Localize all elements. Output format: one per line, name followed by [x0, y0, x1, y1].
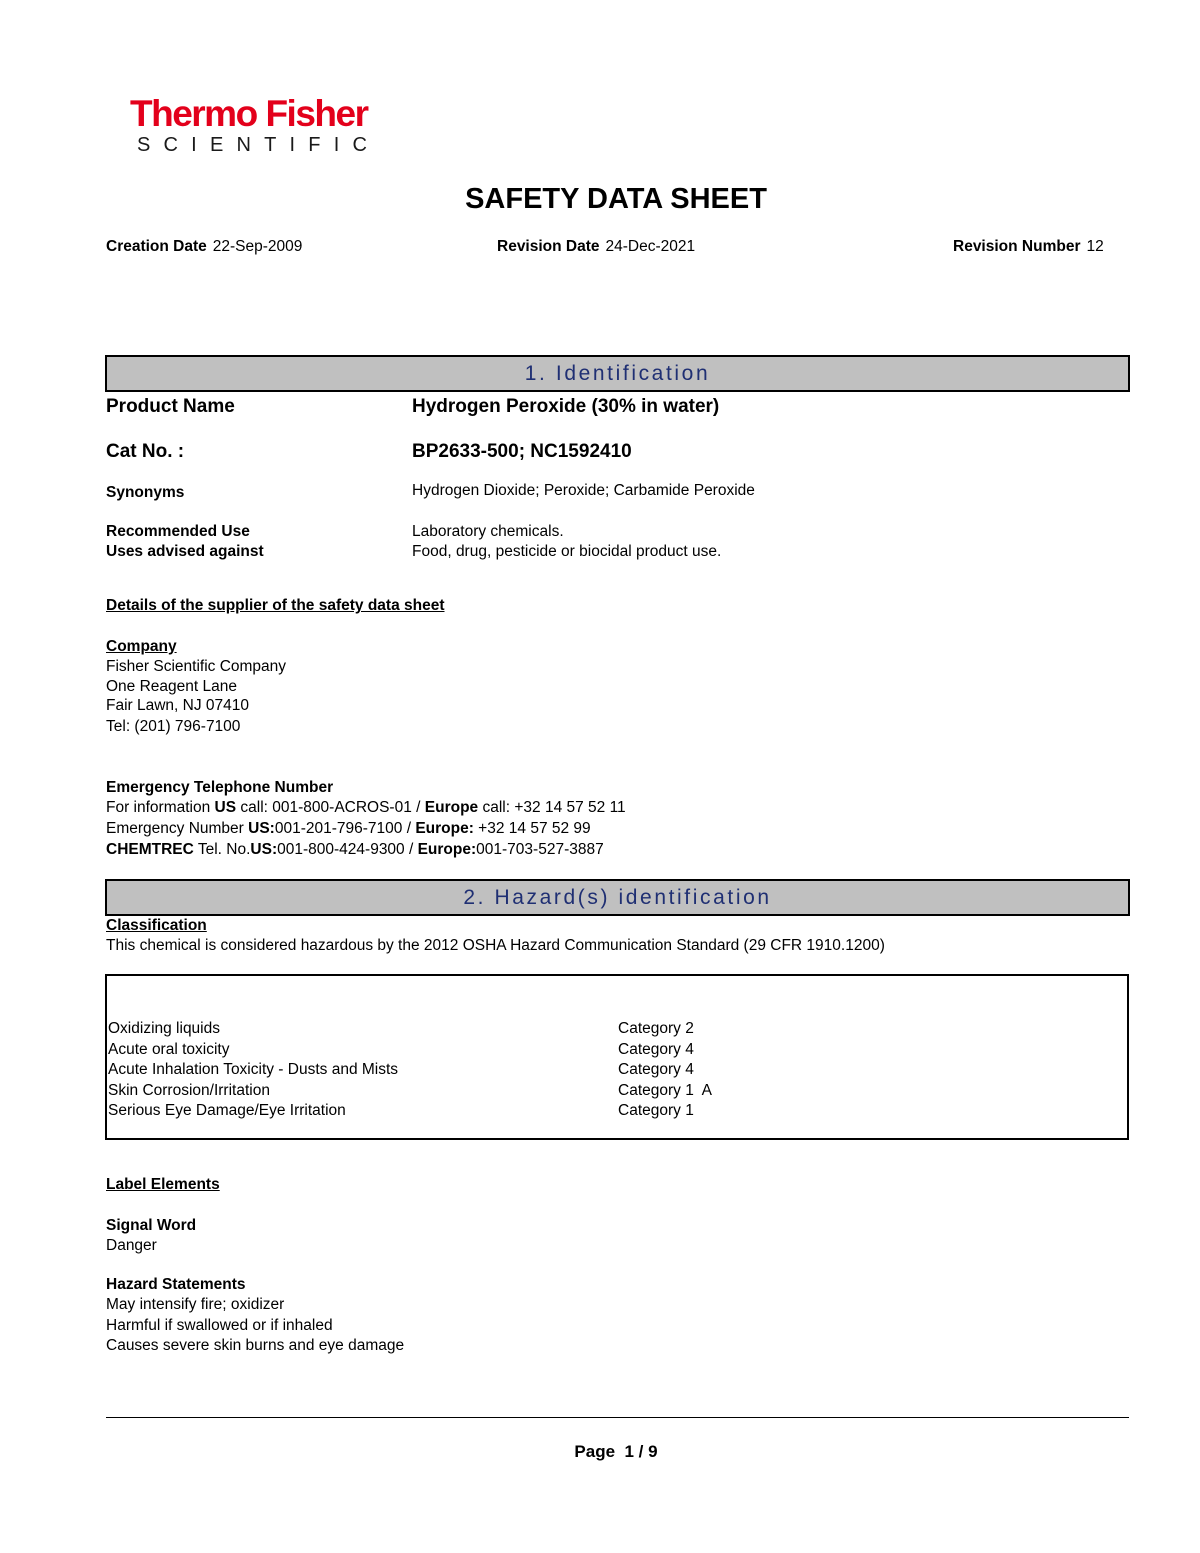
- brand-logo-name: Thermo Fisher: [130, 93, 368, 134]
- section-2-heading: 2. Hazard(s) identification: [105, 879, 1130, 916]
- hazard-class-category: Category 1 A: [618, 1082, 712, 1099]
- classification-row: [107, 1101, 1127, 1121]
- hazard-statements-label: Hazard Statements: [106, 1276, 246, 1293]
- classification-row: [107, 1060, 1127, 1080]
- hazard-statement: May intensify fire; oxidizer: [106, 1296, 285, 1313]
- creation-date-label: Creation Date: [106, 238, 207, 255]
- revision-number-label: Revision Number: [953, 238, 1081, 255]
- emergency-line-1: For information US call: 001-800-ACROS-01 / Europe call: +32 14 57 52 11: [106, 799, 626, 816]
- section-1-heading: 1. Identification: [105, 355, 1130, 392]
- creation-date-value: 22-Sep-2009: [212, 238, 303, 255]
- revision-number-value: 12: [1086, 238, 1104, 255]
- cat-no-label: Cat No. :: [106, 441, 185, 462]
- uses-against-value: Food, drug, pesticide or biocidal product use.: [412, 543, 722, 560]
- hazard-statement: Harmful if swallowed or if inhaled: [106, 1317, 333, 1334]
- signal-word-label: Signal Word: [106, 1217, 197, 1234]
- classification-label: Classification: [106, 917, 207, 934]
- hazard-class-name: Acute oral toxicity: [108, 1041, 230, 1058]
- synonyms-value: Hydrogen Dioxide; Peroxide; Carbamide Peroxide: [412, 482, 755, 499]
- company-line: Tel: (201) 796-7100: [106, 718, 241, 735]
- document-title: SAFETY DATA SHEET: [465, 183, 767, 215]
- hazard-class-name: Oxidizing liquids: [108, 1020, 220, 1037]
- uses-against-label: Uses advised against: [106, 543, 264, 560]
- classification-row: [107, 1019, 1127, 1039]
- classification-row: [107, 1081, 1127, 1101]
- company-line: Fair Lawn, NJ 07410: [106, 697, 250, 714]
- company-line: One Reagent Lane: [106, 678, 237, 695]
- hazard-class-category: Category 2: [618, 1020, 694, 1037]
- hazard-class-name: Skin Corrosion/Irritation: [108, 1082, 270, 1099]
- hazard-statement: Causes severe skin burns and eye damage: [106, 1337, 405, 1354]
- revision-date-value: 24-Dec-2021: [605, 238, 696, 255]
- hazard-class-category: Category 4: [618, 1061, 694, 1078]
- page-number: Page 1 / 9: [574, 1442, 658, 1461]
- hazard-class-category: Category 1: [618, 1102, 694, 1119]
- classification-table: [105, 974, 1129, 1140]
- revision-date: [497, 237, 695, 257]
- supplier-heading: Details of the supplier of the safety data sheet: [106, 597, 445, 614]
- product-name-value: Hydrogen Peroxide (30% in water): [412, 396, 720, 417]
- synonyms-label: Synonyms: [106, 484, 185, 501]
- classification-row: [107, 1040, 1127, 1060]
- cat-no-value: BP2633-500; NC1592410: [412, 441, 632, 462]
- hazard-class-name: Acute Inhalation Toxicity - Dusts and Mists: [108, 1061, 399, 1078]
- brand-logo-subtitle: SCIENTIFIC: [137, 134, 381, 156]
- recommended-use-label: Recommended Use: [106, 523, 250, 540]
- revision-number: [953, 237, 1104, 257]
- revision-date-label: Revision Date: [497, 238, 600, 255]
- emergency-line-3: CHEMTREC Tel. No.US:001-800-424-9300 / Europe:001-703-527-3887: [106, 841, 604, 858]
- label-elements-heading: Label Elements: [106, 1176, 220, 1193]
- hazard-class-category: Category 4: [618, 1041, 694, 1058]
- signal-word-value: Danger: [106, 1237, 157, 1254]
- company-label: Company: [106, 638, 177, 655]
- company-line: Fisher Scientific Company: [106, 658, 287, 675]
- emergency-heading: Emergency Telephone Number: [106, 779, 334, 796]
- classification-text: This chemical is considered hazardous by the 2012 OSHA Hazard Communication Standard (29 CFR 1910.1200): [106, 937, 885, 954]
- emergency-line-2: Emergency Number US:001-201-796-7100 / Europe: +32 14 57 52 99: [106, 820, 591, 837]
- hazard-class-name: Serious Eye Damage/Eye Irritation: [108, 1102, 346, 1119]
- creation-date: [106, 237, 302, 257]
- product-name-label: Product Name: [106, 396, 235, 417]
- recommended-use-value: Laboratory chemicals.: [412, 523, 564, 540]
- footer-divider: [106, 1417, 1129, 1418]
